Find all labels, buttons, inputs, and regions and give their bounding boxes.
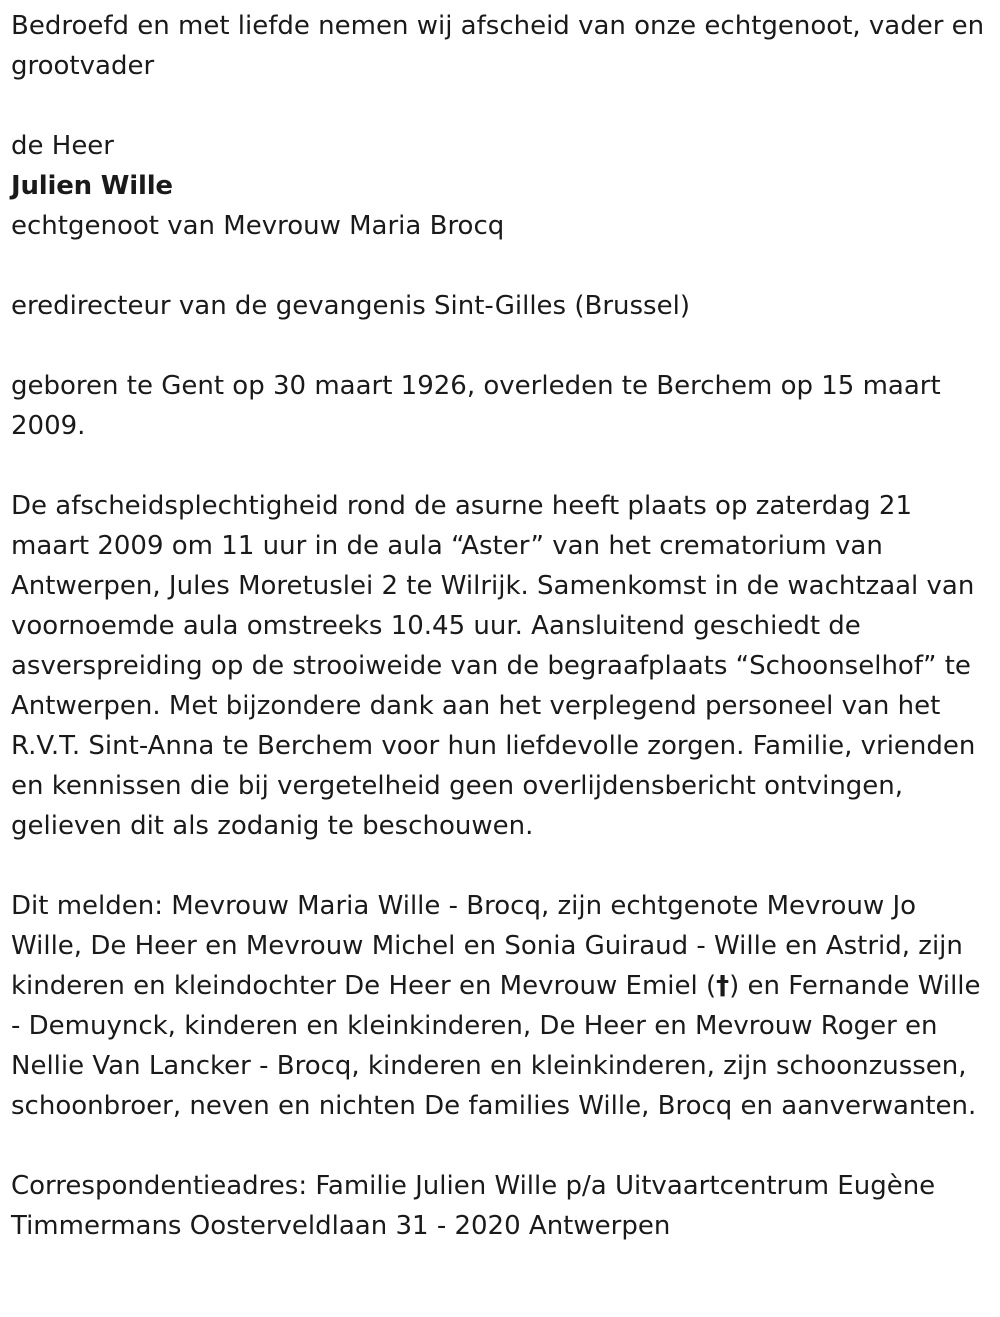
intro-text: Bedroefd en met liefde nemen wij afscheid van onze echtgenoot, vader en grootvader: [11, 11, 985, 81]
spacer: [11, 246, 990, 286]
spacer: [11, 446, 990, 486]
spacer: [11, 846, 990, 886]
ceremony-paragraph: De afscheidsplechtigheid rond de asurne heeft plaats op zaterdag 21 maart 2009 om 11 uur in de aula “Aster” van het crematorium van Antwerpen, Jules Moretuslei 2 te Wilrijk. Samenkomst in de wachtzaal van voornoemde aula omstreeks 10.45 uur. Aansluitend geschiedt de asverspreiding op de strooiweide van de begraafplaats “Schoonselhof” te Antwerpen. Met bijzondere dank aan het verplegend personeel van het R.V.T. Sint-Anna te Berchem voor hun liefdevolle zorgen. Familie, vrienden en kennissen die bij vergetelheid geen overlijdensbericht ontvingen, gelieven dit als zodanig te beschouwen.: [11, 491, 976, 841]
salutation: de Heer: [11, 131, 114, 161]
spacer: [11, 1126, 990, 1166]
birth-death-line: geboren te Gent op 30 maart 1926, overleden te Berchem op 15 maart 2009.: [11, 371, 941, 441]
deceased-name: Julien Wille: [11, 171, 173, 201]
announcers-text-start: Dit melden: Mevrouw Maria Wille - Brocq, zijn echtgenote Mevrouw Jo Wille, De Heer en Mevrouw Michel en Sonia Guiraud - Wille en Astrid, zijn kinderen en kleindochter De Heer en Mevrouw Emiel (: [11, 891, 963, 1001]
announcers-text-end: ) en Fernande Wille - Demuynck, kinderen en kleinkinderen, De Heer en Mevrouw Roger en Nellie Van Lancker - Brocq, kinderen en kleinkinderen, zijn schoonzussen, schoonbroer, neven en nichten De families Wille, Brocq en aanverwanten.: [11, 971, 981, 1121]
cross-icon: †: [716, 971, 730, 1001]
spacer: [11, 86, 990, 126]
announcers-paragraph: [11, 886, 990, 1126]
spacer: [11, 326, 990, 366]
title-line: eredirecteur van de gevangenis Sint-Gilles (Brussel): [11, 291, 690, 321]
correspondence-address: Correspondentieadres: Familie Julien Wille p/a Uitvaartcentrum Eugène Timmermans Oosterveldlaan 31 - 2020 Antwerpen: [11, 1171, 936, 1241]
spouse-line: echtgenoot van Mevrouw Maria Brocq: [11, 211, 505, 241]
